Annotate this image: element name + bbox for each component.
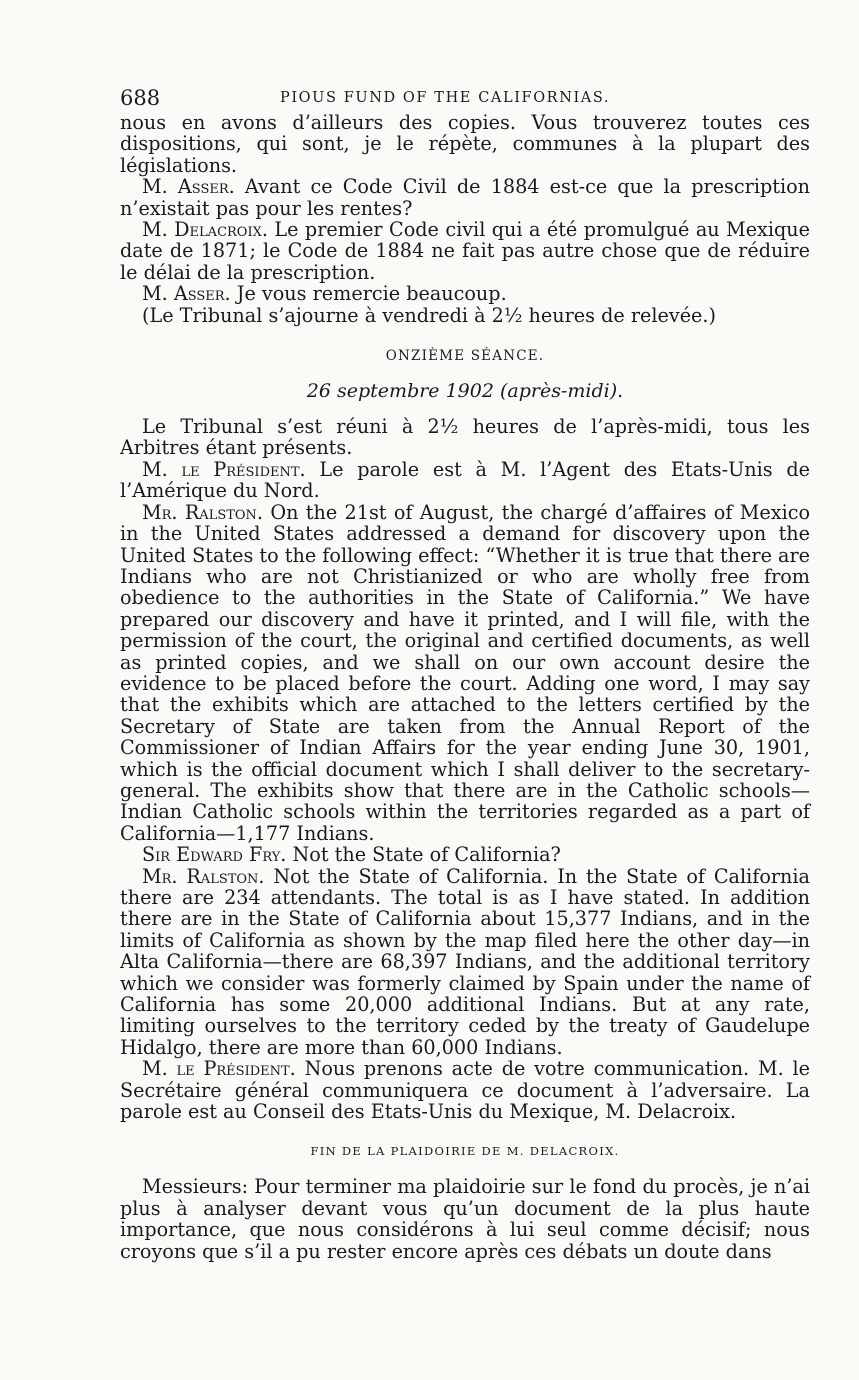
speaker-name: Mr. Ralston. xyxy=(142,500,264,524)
speaker-name: Sir Edward Fry. xyxy=(142,843,287,867)
paragraph xyxy=(120,283,810,304)
speech-text: Nous prenons acte de votre communication. M. le Secrétaire général communiquera ce document à l’adversaire. La parole est au Conseil des Etats-Unis du Mexique, M. Delacroix. xyxy=(120,1057,810,1124)
paragraph: Messieurs: Pour terminer ma plaidoirie sur le fond du procès, je n’ai plus à analyser devant vous qu’un document de la plus haute importance, que nous considérons à lui seul comme décisif; nous croyons que s’il a pu rester encore après ces débats un doute dans xyxy=(120,1175,810,1263)
paragraph xyxy=(120,502,810,845)
speaker-name: M. Delacroix. xyxy=(142,218,268,242)
paragraph xyxy=(120,219,810,283)
paragraph xyxy=(120,866,810,1059)
speech-text: Avant ce Code Civil de 1884 est-ce que la prescription n’existait pas pour les rentes? xyxy=(120,175,810,220)
section-date: 26 septembre 1902 (après-midi). xyxy=(306,380,624,403)
page-number: 688 xyxy=(120,86,161,110)
page-header xyxy=(120,78,810,112)
speaker-name: M. le Président. xyxy=(142,457,306,481)
paragraph: Le Tribunal s’est réuni à 2½ heures de l’après-midi, tous les Arbitres étant présents. xyxy=(120,415,810,460)
paragraph: nous en avons d’ailleurs des copies. Vous trouverez toutes ces dispositions, qui sont, je le répète, communes à la plupart des législations. xyxy=(120,111,810,177)
paragraph xyxy=(120,844,810,865)
paragraph: (Le Tribunal s’ajourne à vendredi à 2½ heures de relevée.) xyxy=(142,303,716,327)
running-head: PIOUS FUND OF THE CALIFORNIAS. xyxy=(280,90,611,106)
paragraph xyxy=(120,459,810,502)
page xyxy=(120,78,810,1262)
paragraph xyxy=(120,1058,810,1122)
paragraph xyxy=(120,176,810,219)
speaker-name: M. Asser. xyxy=(142,282,231,306)
speech-text: Le premier Code civil qui a été promulgué au Mexique date de 1871; le Code de 1884 ne fait pas autre chose que de réduire le délai de la prescription. xyxy=(120,218,811,284)
speech-text: Not the State of California. In the State of California there are 234 attendants. The total is as I have stated. In addition there are in the State of California about 15,377 Indians, and in the limits of California as shown by the map filed here the other day—in Alta California—there are 68,397 Indians, and the additional territory which we consider was formerly claimed by Spain under the name of California has some 20,000 additional Indians. But at any rate, limiting ourselves to the territory ceded by the treaty of Gaudelupe Hidalgo, there are more than 60,000 Indians. xyxy=(120,864,810,1059)
speaker-name: M. le Président. xyxy=(142,1057,296,1081)
speech-text: Je vous remercie beaucoup. xyxy=(230,282,507,306)
text-block-1 xyxy=(120,112,810,326)
speech-text: Not the State of California? xyxy=(286,843,561,867)
text-block-3 xyxy=(120,1176,810,1262)
speaker-name: M. Asser. xyxy=(142,175,235,199)
section-title: FIN DE LA PLAIDOIRIE DE M. DELACROIX. xyxy=(310,1144,620,1159)
speech-text: Le parole est à M. l’Agent des Etats-Unis de l’Amérique du Nord. xyxy=(120,457,810,503)
speech-text: On the 21st of August, the chargé d’affaires of Mexico in the United States addressed a demand for discovery upon the United States to the following effect: “Whether it is true that there are Indians who are not Christianized or who are wholly free from obedience to the authorities in the State of California.” We have prepared our discovery and have it printed, and I will file, with the permission of the court, the original and certified documents, as well as printed copies, and we shall on our own account desire the evidence to be placed before the court. Adding one word, I may say that the exhibits which are attached to the letters certified by the Secretary of State are taken from the Annual Report of the Commissioner of Indian Affairs for the year ending June 30, 1901, which is the official document which I shall deliver to the secretary-general. The exhibits show that there are in the Catholic schools—Indian Catholic schools within the territories regarded as a part of California—1,177 Indians. xyxy=(120,500,811,845)
speaker-name: Mr. Ralston. xyxy=(142,864,265,888)
section-title: ONZIÈME SÉANCE. xyxy=(385,348,545,365)
text-block-2 xyxy=(120,416,810,1122)
